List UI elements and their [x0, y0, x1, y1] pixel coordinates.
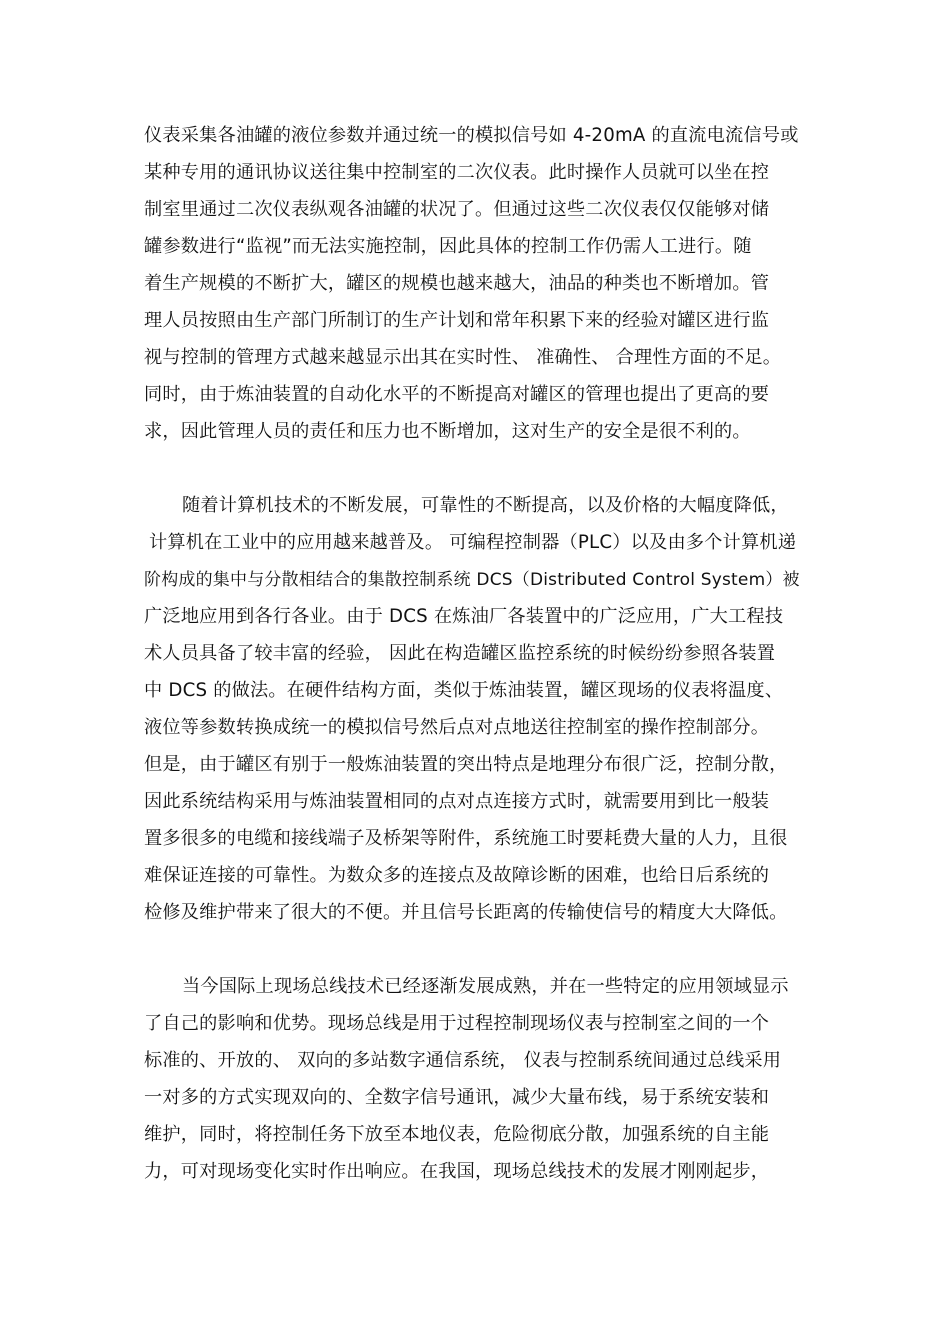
text-line: 当今国际上现场总线技术已经逐渐发展成熟，并在一些特定的应用领域显示	[182, 976, 789, 997]
text-line: 了自己的影响和优势。现场总线是用于过程控制现场仪表与控制室之间的一个	[144, 1013, 770, 1034]
text-line: 制室里通过二次仪表纵观各油罐的状况了。但通过这些二次仪表仅仅能够对储	[144, 199, 770, 220]
text-line: 同时，由于炼油装置的自动化水平的不断提高对罐区的管理也提出了更高的要	[144, 384, 770, 405]
text-line: 仪表采集各油罐的液位参数并通过统一的模拟信号如 4-20mA 的直流电流信号或	[144, 125, 799, 146]
text-line: 术人员具备了较丰富的经验， 因此在构造罐区监控系统的时候纷纷参照各装置	[144, 643, 776, 664]
text-line: 随着计算机技术的不断发展，可靠性的不断提高，以及价格的大幅度降低，	[182, 495, 789, 516]
text-line: 检修及维护带来了很大的不便。并且信号长距离的传输使信号的精度大大降低。	[144, 902, 788, 923]
text-line: 难保证连接的可靠性。为数众多的连接点及故障诊断的困难，也给日后系统的	[144, 865, 770, 886]
text-line: 理人员按照由生产部门所制订的生产计划和常年积累下来的经验对罐区进行监	[144, 310, 770, 331]
text-line: 阶构成的集中与分散相结合的集散控制系统 DCS（Distributed Control System）被	[144, 570, 800, 590]
text-line: 置多很多的电缆和接线端子及桥架等附件，系统施工时要耗费大量的人力，且很	[144, 828, 788, 849]
text-line: 因此系统结构采用与炼油装置相同的点对点连接方式时，就需要用到比一般装	[144, 791, 770, 812]
text-line: 维护，同时，将控制任务下放至本地仪表，危险彻底分散，加强系统的自主能	[144, 1124, 770, 1145]
text-line: 广泛地应用到各行各业。由于 DCS 在炼油厂各装置中的广泛应用，广大工程技	[144, 606, 784, 627]
text-line: 视与控制的管理方式越来越显示出其在实时性、 准确性、 合理性方面的不足。	[144, 347, 782, 368]
text-line: 液位等参数转换成统一的模拟信号然后点对点地送往控制室的操作控制部分。	[144, 717, 770, 738]
text-line: 罐参数进行“监视”而无法实施控制，因此具体的控制工作仍需人工进行。随	[144, 236, 752, 257]
text-line: 标准的、开放的、 双向的多站数字通信系统， 仪表与控制系统间通过总线采用	[144, 1050, 782, 1071]
text-line: 求，因此管理人员的责任和压力也不断增加，这对生产的安全是很不利的。	[144, 421, 751, 442]
text-line: 计算机在工业中的应用越来越普及。 可编程控制器（PLC）以及由多个计算机递	[149, 532, 797, 553]
text-line: 力，可对现场变化实时作出响应。在我国，现场总线技术的发展才刚刚起步，	[144, 1161, 770, 1182]
text-line: 但是，由于罐区有别于一般炼油装置的突出特点是地理分布很广泛，控制分散，	[144, 754, 788, 775]
text-line: 中 DCS 的做法。在硬件结构方面，类似于炼油装置，罐区现场的仪表将温度、	[144, 680, 784, 701]
text-line: 一对多的方式实现双向的、全数字信号通讯，减少大量布线，易于系统安装和	[144, 1087, 770, 1108]
text-line: 着生产规模的不断扩大，罐区的规模也越来越大，油品的种类也不断增加。管	[144, 273, 770, 294]
text-line: 某种专用的通讯协议送往集中控制室的二次仪表。此时操作人员就可以坐在控	[144, 162, 770, 183]
